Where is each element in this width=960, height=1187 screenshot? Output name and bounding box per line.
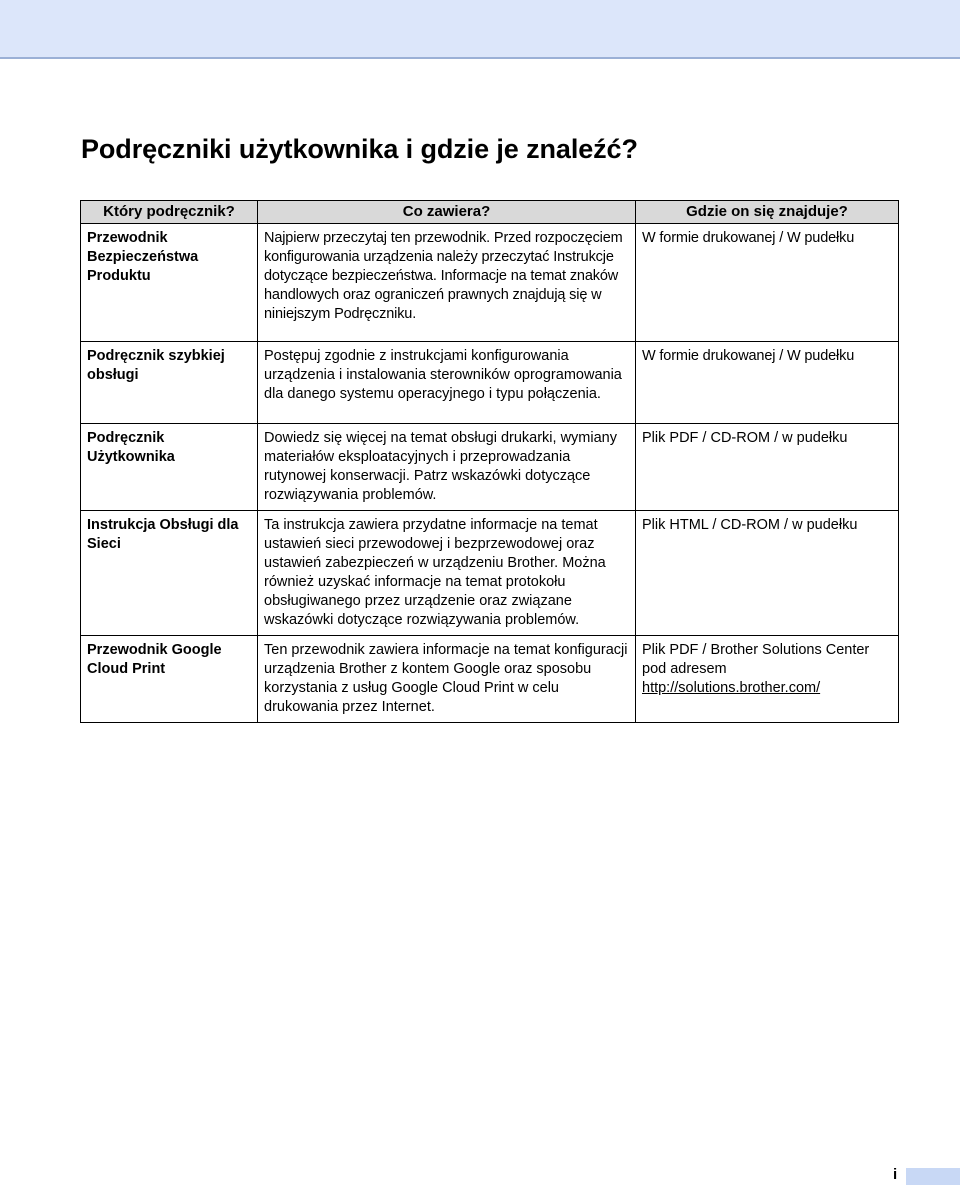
manual-location: W formie drukowanej / W pudełku: [642, 348, 855, 364]
manual-content: Ten przewodnik zawiera informacje na temat konfiguracji urządzenia Brother z kontem Google oraz sposobu korzystania z usług Google Cloud Print w celu drukowania przez Internet.: [264, 642, 628, 715]
manual-content: Dowiedz się więcej na temat obsługi drukarki, wymiany materiałów eksploatacyjnych i przeprowadzania rutynowej konserwacji. Patrz wskazówki dotyczące rozwiązywania problemów.: [264, 430, 617, 503]
manual-name: Podręcznik szybkiej obsługi: [87, 348, 225, 383]
manual-name-cell: [81, 424, 258, 511]
manual-name-cell: [81, 636, 258, 723]
table-row: [81, 511, 899, 636]
manual-content-cell: [258, 424, 636, 511]
manual-content-cell: [258, 636, 636, 723]
manual-location: [636, 636, 898, 703]
manual-location-cell: [636, 636, 899, 723]
page-number-tab: [906, 1168, 960, 1185]
manual-name-cell: [81, 224, 258, 342]
table-header-row: [81, 201, 899, 224]
header-which-manual: Który podręcznik?: [81, 201, 258, 224]
manual-location-cell: [636, 511, 899, 636]
table-row: [81, 636, 899, 723]
manual-name-cell: [81, 342, 258, 424]
manual-location-cell: [636, 424, 899, 511]
header-location: Gdzie on się znajduje?: [636, 201, 899, 224]
manual-name: Przewodnik Bezpieczeństwa Produktu: [87, 230, 199, 284]
manual-location: Plik PDF / CD-ROM / w pudełku: [642, 430, 848, 446]
page-title: Podręczniki użytkownika i gdzie je znaleźć?: [81, 134, 638, 164]
manual-location-cell: [636, 224, 899, 342]
table-row: [81, 424, 899, 511]
manual-location: Plik HTML / CD-ROM / w pudełku: [642, 517, 858, 533]
manual-location: W formie drukowanej / W pudełku: [642, 230, 855, 246]
header-contents: Co zawiera?: [258, 201, 636, 224]
manual-location-cell: [636, 342, 899, 424]
manual-content-cell: [258, 342, 636, 424]
manual-content: Ta instrukcja zawiera przydatne informacje na temat ustawień sieci przewodowej i bezprzewodowej oraz ustawień zabezpieczeń w urządzeniu Brother. Można również uzyskać informacje na temat protokołu obsługiwanego przez urządzenie oraz związane wskazówki dotyczące rozwiązywania problemów.: [264, 517, 606, 628]
manual-location-text: Plik PDF / Brother Solutions Center pod adresem: [642, 642, 870, 677]
manual-content-cell: [258, 224, 636, 342]
manual-name: Podręcznik Użytkownika: [87, 430, 175, 465]
manual-name: Przewodnik Google Cloud Print: [87, 642, 222, 677]
manual-name-cell: [81, 511, 258, 636]
table-row: [81, 342, 899, 424]
solutions-center-link[interactable]: http://solutions.brother.com/: [642, 680, 821, 696]
manual-content-cell: [258, 511, 636, 636]
manual-content: Postępuj zgodnie z instrukcjami konfigurowania urządzenia i instalowania sterowników oprogramowania dla danego systemu operacyjnego i typu połączenia.: [264, 348, 622, 402]
manual-name: Instrukcja Obsługi dla Sieci: [87, 517, 239, 552]
manuals-table: [80, 200, 899, 723]
manual-content: Najpierw przeczytaj ten przewodnik. Przed rozpoczęciem konfigurowania urządzenia należy przeczytać Instrukcje dotyczące bezpieczeństwa. Informacje na temat znaków handlowych oraz ograniczeń prawnych znajdują się w niniejszym Podręczniku.: [264, 230, 623, 322]
table-row: [81, 224, 899, 342]
header-band: [0, 0, 960, 59]
page-number: i: [893, 1166, 898, 1183]
